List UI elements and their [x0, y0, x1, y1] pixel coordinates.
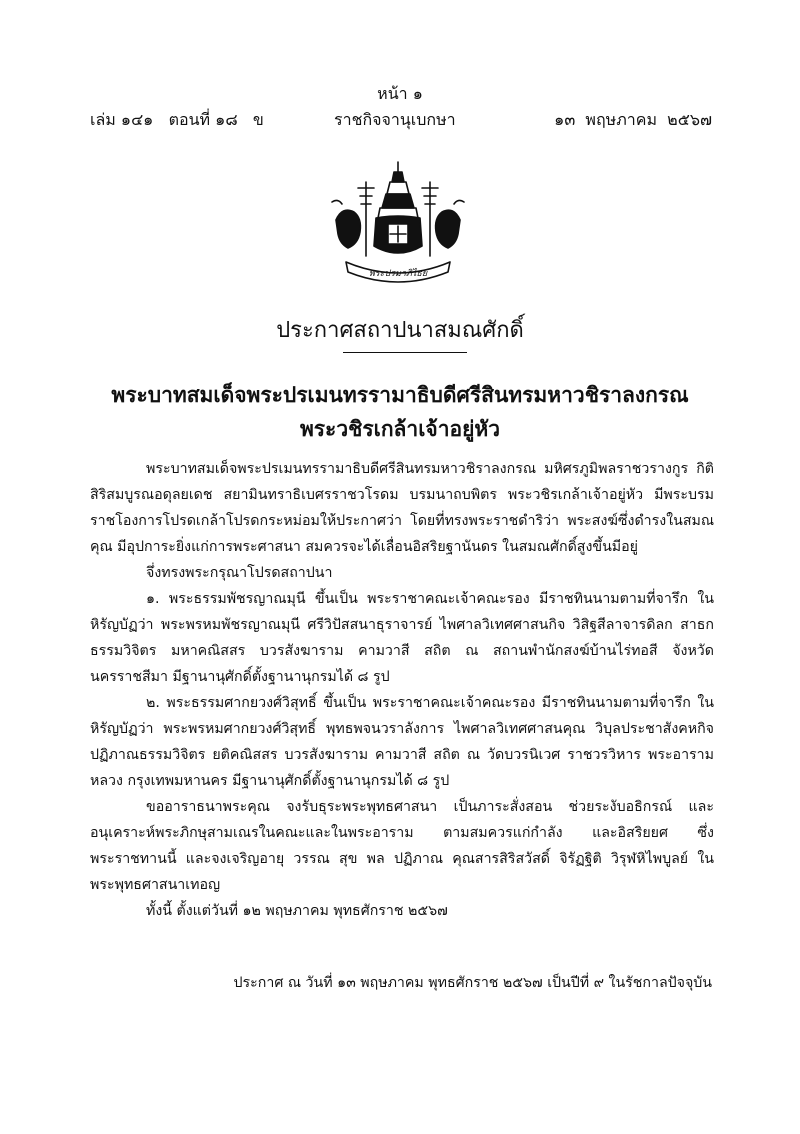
gazette-header — [90, 108, 712, 130]
preamble-paragraph: พระบาทสมเด็จพระปรเมนทรรามาธิบดีศรีสินทรมหาวชิราลงกรณ มหิศรภูมิพลราชวรางกูร กิติสิริสมบูรณอดุลยเดช สยามินทราธิเบศรราชวโรดม บรมนาถบพิตร พระวชิรเกล้าเจ้าอยู่หัว มีพระบรมราชโองการโปรดเกล้าโปรดกระหม่อมให้ประกาศว่า โดยที่ทรงพระราชดำริว่า พระสงฆ์ซึ่งดำรงในสมณคุณ มีอุปการะยิ่งแก่การพระศาสนา สมควรจะได้เลื่อนอิสริยฐานันดร ในสมณศักดิ์สูงขึ้นมีอยู่ — [90, 461, 714, 555]
document-title: ประกาศสถาปนาสมณศักดิ์ — [276, 318, 524, 343]
page-number: หน้า ๑ — [377, 84, 423, 103]
decree-line: จึ่งทรงพระกรุณาโปรดสถาปนา — [146, 565, 333, 581]
appointment-item-2: ๒. พระธรรมศากยวงศ์วิสุทธิ์ ขึ้นเป็น พระราชาคณะเจ้าคณะรอง มีราชทินนามตามที่จารึก ในหิรัญบัฏว่า พระพรหมศากยวงศ์วิสุทธิ์ พุทธพจนวราลังการ ไพศาลวิเทศศาสนคุณ วิบุลประชาสังคหกิจ ปฏิภาณธรรมวิจิตร ยติคณิสสร บวรสังฆาราม คามวาสี สถิต ณ วัดบวรนิเวศ ราชวรวิหาร พระอารามหลวง กรุงเทพมหานคร มีฐานานุศักดิ์ตั้งฐานานุกรมได้ ๘ รูป — [90, 695, 714, 789]
publication-date: ๑๓ พฤษภาคม ๒๕๖๗ — [554, 110, 712, 129]
effective-date: ทั้งนี้ ตั้งแต่วันที่ ๑๒ พฤษภาคม พุทธศักราช ๒๕๖๗ — [146, 903, 448, 919]
gazette-name: ราชกิจจานุเบกษา — [334, 110, 456, 129]
king-title — [0, 378, 800, 446]
svg-text:พระปรมาภิไธย: พระปรมาภิไธย — [368, 269, 428, 279]
decree-body — [90, 456, 714, 924]
king-title-line-2: พระวชิรเกล้าเจ้าอยู่หัว — [299, 417, 501, 441]
king-title-line-1: พระบาทสมเด็จพระปรเมนทรรามาธิบดีศรีสินทรมหาวชิราลงกรณ — [111, 383, 689, 407]
royal-emblem-icon — [318, 158, 478, 288]
blessing-paragraph: ขออาราธนาพระคุณ จงรับธุระพระพุทธศาสนา เป็นภาระสั่งสอน ช่วยระงับอธิกรณ์ และอนุเคราะห์พระภิกษุสามเณรในคณะและในพระอาราม ตามสมควรแก่กำลัง และอิสริยยศ ซึ่งพระราชทานนี้ และจงเจริญอายุ วรรณ สุข พล ปฏิภาณ คุณสารสิริสวัสดิ์ จิรัฏฐิติ วิรุฬหิไพบูลย์ ในพระพุทธศาสนาเทอญ — [90, 799, 714, 893]
appointment-item-1: ๑. พระธรรมพัชรญาณมุนี ขึ้นเป็น พระราชาคณะเจ้าคณะรอง มีราชทินนามตามที่จารึก ในหิรัญบัฏว่า พระพรหมพัชรญาณมุนี ศรีวิปัสสนาธุราจารย์ ไพศาลวิเทศศาสนกิจ วิสิฐสีลาจารดิลก สาธกธรรมวิจิตร มหาคณิสสร บวรสังฆาราม คามวาสี สถิต ณ สถานพำนักสงฆ์บ้านไร่ทอสี จังหวัดนครราชสีมา มีฐานานุศักดิ์ตั้งฐานานุกรมได้ ๘ รูป — [90, 591, 714, 685]
title-underline — [343, 352, 467, 353]
proclamation-date: ประกาศ ณ วันที่ ๑๓ พฤษภาคม พุทธศักราช ๒๕๖๗ เป็นปีที่ ๙ ในรัชกาลปัจจุบัน — [233, 975, 712, 991]
volume-issue: เล่ม ๑๔๑ ตอนที่ ๑๘ ข — [90, 110, 264, 129]
